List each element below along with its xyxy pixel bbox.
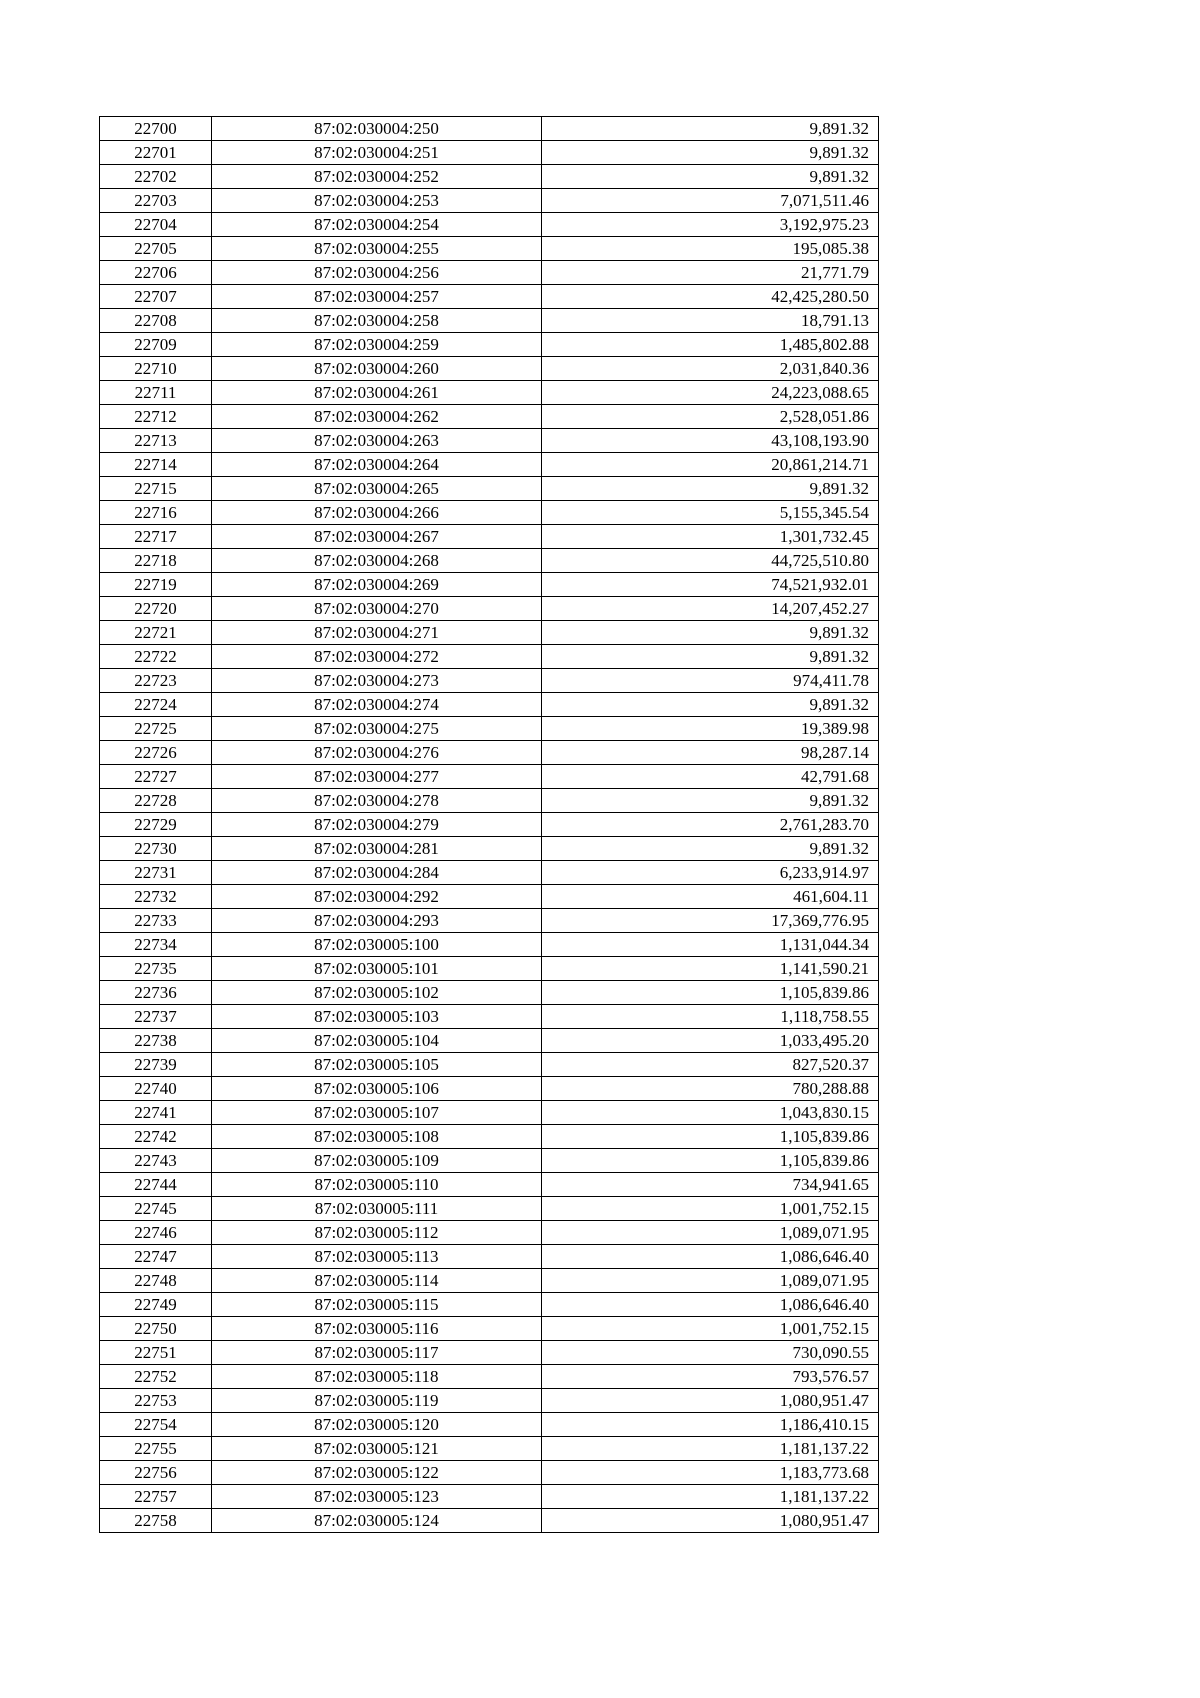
cadastral-value: 14,207,452.27 [542,597,879,621]
cadastral-value: 1,086,646.40 [542,1245,879,1269]
table-row [100,429,879,453]
cadastral-value: 974,411.78 [542,669,879,693]
table-row [100,741,879,765]
table-row [100,1437,879,1461]
table-row [100,1365,879,1389]
cadastral-value: 74,521,932.01 [542,573,879,597]
cadastral-value: 9,891.32 [542,645,879,669]
row-number: 22735 [100,957,212,981]
table-row [100,765,879,789]
cadastral-value: 42,425,280.50 [542,285,879,309]
table-row [100,237,879,261]
row-number: 22716 [100,501,212,525]
cadastral-number: 87:02:030005:110 [212,1173,542,1197]
cadastral-value: 1,181,137.22 [542,1485,879,1509]
cadastral-number: 87:02:030004:284 [212,861,542,885]
row-number: 22730 [100,837,212,861]
cadastral-number: 87:02:030004:268 [212,549,542,573]
row-number: 22702 [100,165,212,189]
cadastral-value: 9,891.32 [542,789,879,813]
cadastral-number: 87:02:030005:122 [212,1461,542,1485]
cadastral-number: 87:02:030005:101 [212,957,542,981]
row-number: 22705 [100,237,212,261]
cadastral-value: 1,105,839.86 [542,1149,879,1173]
cadastral-number: 87:02:030004:253 [212,189,542,213]
row-number: 22723 [100,669,212,693]
cadastral-value: 730,090.55 [542,1341,879,1365]
row-number: 22755 [100,1437,212,1461]
cadastral-value: 20,861,214.71 [542,453,879,477]
row-number: 22724 [100,693,212,717]
cadastral-value: 1,080,951.47 [542,1389,879,1413]
cadastral-value: 827,520.37 [542,1053,879,1077]
cadastral-value: 1,301,732.45 [542,525,879,549]
table-row [100,1389,879,1413]
cadastral-number: 87:02:030004:270 [212,597,542,621]
row-number: 22737 [100,1005,212,1029]
cadastral-value: 1,141,590.21 [542,957,879,981]
cadastral-value: 17,369,776.95 [542,909,879,933]
cadastral-number: 87:02:030005:113 [212,1245,542,1269]
row-number: 22757 [100,1485,212,1509]
cadastral-value: 9,891.32 [542,837,879,861]
cadastral-number: 87:02:030004:274 [212,693,542,717]
row-number: 22751 [100,1341,212,1365]
cadastral-number: 87:02:030005:118 [212,1365,542,1389]
row-number: 22750 [100,1317,212,1341]
row-number: 22711 [100,381,212,405]
table-row [100,213,879,237]
cadastral-value: 9,891.32 [542,117,879,141]
cadastral-value: 44,725,510.80 [542,549,879,573]
cadastral-number: 87:02:030004:263 [212,429,542,453]
cadastral-value: 7,071,511.46 [542,189,879,213]
cadastral-value: 1,086,646.40 [542,1293,879,1317]
table-row [100,837,879,861]
cadastral-number: 87:02:030004:264 [212,453,542,477]
cadastral-number: 87:02:030005:120 [212,1413,542,1437]
cadastral-number: 87:02:030005:107 [212,1101,542,1125]
cadastral-number: 87:02:030004:272 [212,645,542,669]
table-row [100,1029,879,1053]
table-row [100,1005,879,1029]
cadastral-value: 18,791.13 [542,309,879,333]
table-row [100,381,879,405]
row-number: 22700 [100,117,212,141]
row-number: 22701 [100,141,212,165]
row-number: 22718 [100,549,212,573]
cadastral-number: 87:02:030004:292 [212,885,542,909]
cadastral-number: 87:02:030005:124 [212,1509,542,1533]
row-number: 22748 [100,1269,212,1293]
row-number: 22720 [100,597,212,621]
table-row [100,981,879,1005]
table-row [100,525,879,549]
table-row [100,717,879,741]
cadastral-value: 98,287.14 [542,741,879,765]
cadastral-value: 2,031,840.36 [542,357,879,381]
cadastral-value: 1,089,071.95 [542,1221,879,1245]
cadastral-value: 1,033,495.20 [542,1029,879,1053]
cadastral-number: 87:02:030005:109 [212,1149,542,1173]
cadastral-value: 1,105,839.86 [542,981,879,1005]
table-row [100,165,879,189]
table-row [100,285,879,309]
table-row [100,909,879,933]
row-number: 22725 [100,717,212,741]
cadastral-value: 24,223,088.65 [542,381,879,405]
row-number: 22756 [100,1461,212,1485]
row-number: 22753 [100,1389,212,1413]
cadastral-number: 87:02:030004:259 [212,333,542,357]
cadastral-value: 1,131,044.34 [542,933,879,957]
table-row [100,333,879,357]
table-row [100,261,879,285]
cadastral-number: 87:02:030004:271 [212,621,542,645]
row-number: 22721 [100,621,212,645]
row-number: 22740 [100,1077,212,1101]
cadastral-number: 87:02:030004:262 [212,405,542,429]
cadastral-number: 87:02:030004:269 [212,573,542,597]
table-row [100,885,879,909]
cadastral-number: 87:02:030004:265 [212,477,542,501]
cadastral-number: 87:02:030005:100 [212,933,542,957]
table-row [100,693,879,717]
row-number: 22706 [100,261,212,285]
row-number: 22743 [100,1149,212,1173]
table-row [100,1053,879,1077]
row-number: 22752 [100,1365,212,1389]
cadastral-number: 87:02:030004:277 [212,765,542,789]
cadastral-number: 87:02:030004:254 [212,213,542,237]
row-number: 22749 [100,1293,212,1317]
row-number: 22732 [100,885,212,909]
cadastral-value: 1,181,137.22 [542,1437,879,1461]
cadastral-value: 1,043,830.15 [542,1101,879,1125]
cadastral-number: 87:02:030005:112 [212,1221,542,1245]
table-row [100,669,879,693]
cadastral-value: 21,771.79 [542,261,879,285]
cadastral-value-table [99,116,879,1533]
row-number: 22736 [100,981,212,1005]
cadastral-number: 87:02:030005:104 [212,1029,542,1053]
row-number: 22722 [100,645,212,669]
row-number: 22708 [100,309,212,333]
cadastral-number: 87:02:030004:293 [212,909,542,933]
table-row [100,309,879,333]
table-row [100,549,879,573]
table-row [100,861,879,885]
cadastral-value: 793,576.57 [542,1365,879,1389]
row-number: 22741 [100,1101,212,1125]
cadastral-number: 87:02:030005:115 [212,1293,542,1317]
cadastral-value: 1,001,752.15 [542,1197,879,1221]
cadastral-value: 9,891.32 [542,477,879,501]
cadastral-number: 87:02:030004:275 [212,717,542,741]
cadastral-value: 43,108,193.90 [542,429,879,453]
table-row [100,1197,879,1221]
table-body [100,117,879,1533]
table-row [100,573,879,597]
cadastral-value: 1,080,951.47 [542,1509,879,1533]
cadastral-number: 87:02:030005:106 [212,1077,542,1101]
cadastral-value: 734,941.65 [542,1173,879,1197]
row-number: 22714 [100,453,212,477]
row-number: 22754 [100,1413,212,1437]
row-number: 22758 [100,1509,212,1533]
cadastral-number: 87:02:030005:102 [212,981,542,1005]
row-number: 22746 [100,1221,212,1245]
table-row [100,1221,879,1245]
table-row [100,957,879,981]
row-number: 22729 [100,813,212,837]
cadastral-number: 87:02:030004:256 [212,261,542,285]
cadastral-number: 87:02:030005:116 [212,1317,542,1341]
cadastral-value: 1,186,410.15 [542,1413,879,1437]
cadastral-number: 87:02:030005:119 [212,1389,542,1413]
cadastral-number: 87:02:030005:123 [212,1485,542,1509]
cadastral-value: 780,288.88 [542,1077,879,1101]
table-row [100,1461,879,1485]
cadastral-number: 87:02:030005:121 [212,1437,542,1461]
table-row [100,1317,879,1341]
table-row [100,141,879,165]
table-row [100,453,879,477]
row-number: 22728 [100,789,212,813]
cadastral-value: 461,604.11 [542,885,879,909]
row-number: 22739 [100,1053,212,1077]
table-row [100,1293,879,1317]
table-row [100,1149,879,1173]
cadastral-value: 1,485,802.88 [542,333,879,357]
table-row [100,621,879,645]
table-row [100,789,879,813]
table-row [100,1269,879,1293]
cadastral-number: 87:02:030004:278 [212,789,542,813]
table-row [100,405,879,429]
cadastral-number: 87:02:030005:108 [212,1125,542,1149]
row-number: 22742 [100,1125,212,1149]
cadastral-number: 87:02:030005:105 [212,1053,542,1077]
row-number: 22745 [100,1197,212,1221]
cadastral-value: 1,089,071.95 [542,1269,879,1293]
row-number: 22707 [100,285,212,309]
cadastral-number: 87:02:030004:267 [212,525,542,549]
row-number: 22733 [100,909,212,933]
cadastral-number: 87:02:030004:258 [212,309,542,333]
cadastral-number: 87:02:030004:273 [212,669,542,693]
cadastral-value: 1,183,773.68 [542,1461,879,1485]
table-row [100,933,879,957]
cadastral-value: 1,001,752.15 [542,1317,879,1341]
cadastral-number: 87:02:030005:114 [212,1269,542,1293]
cadastral-value: 2,528,051.86 [542,405,879,429]
table-row [100,117,879,141]
row-number: 22747 [100,1245,212,1269]
cadastral-number: 87:02:030005:117 [212,1341,542,1365]
table-row [100,1125,879,1149]
cadastral-value: 195,085.38 [542,237,879,261]
cadastral-value: 6,233,914.97 [542,861,879,885]
table-row [100,1509,879,1533]
row-number: 22731 [100,861,212,885]
cadastral-number: 87:02:030004:252 [212,165,542,189]
row-number: 22727 [100,765,212,789]
row-number: 22703 [100,189,212,213]
row-number: 22713 [100,429,212,453]
cadastral-value: 5,155,345.54 [542,501,879,525]
cadastral-number: 87:02:030004:279 [212,813,542,837]
table-row [100,1101,879,1125]
table-row [100,1413,879,1437]
cadastral-number: 87:02:030004:250 [212,117,542,141]
cadastral-value: 9,891.32 [542,165,879,189]
table-row [100,1077,879,1101]
table-row [100,477,879,501]
row-number: 22709 [100,333,212,357]
cadastral-number: 87:02:030004:260 [212,357,542,381]
cadastral-value: 9,891.32 [542,141,879,165]
row-number: 22710 [100,357,212,381]
cadastral-value: 9,891.32 [542,621,879,645]
cadastral-number: 87:02:030004:255 [212,237,542,261]
table-row [100,1485,879,1509]
cadastral-value: 1,105,839.86 [542,1125,879,1149]
table-row [100,189,879,213]
row-number: 22704 [100,213,212,237]
cadastral-number: 87:02:030005:111 [212,1197,542,1221]
cadastral-number: 87:02:030004:251 [212,141,542,165]
cadastral-number: 87:02:030004:257 [212,285,542,309]
table-row [100,357,879,381]
table-row [100,1245,879,1269]
cadastral-value: 1,118,758.55 [542,1005,879,1029]
table-row [100,501,879,525]
cadastral-number: 87:02:030004:261 [212,381,542,405]
cadastral-number: 87:02:030005:103 [212,1005,542,1029]
row-number: 22717 [100,525,212,549]
cadastral-number: 87:02:030004:266 [212,501,542,525]
cadastral-number: 87:02:030004:281 [212,837,542,861]
cadastral-value: 3,192,975.23 [542,213,879,237]
row-number: 22744 [100,1173,212,1197]
table-row [100,1341,879,1365]
table-row [100,813,879,837]
cadastral-number: 87:02:030004:276 [212,741,542,765]
row-number: 22734 [100,933,212,957]
row-number: 22726 [100,741,212,765]
cadastral-value: 42,791.68 [542,765,879,789]
cadastral-value: 19,389.98 [542,717,879,741]
cadastral-value: 2,761,283.70 [542,813,879,837]
table-row [100,645,879,669]
cadastral-value: 9,891.32 [542,693,879,717]
row-number: 22719 [100,573,212,597]
row-number: 22738 [100,1029,212,1053]
table-row [100,597,879,621]
row-number: 22712 [100,405,212,429]
table-row [100,1173,879,1197]
row-number: 22715 [100,477,212,501]
